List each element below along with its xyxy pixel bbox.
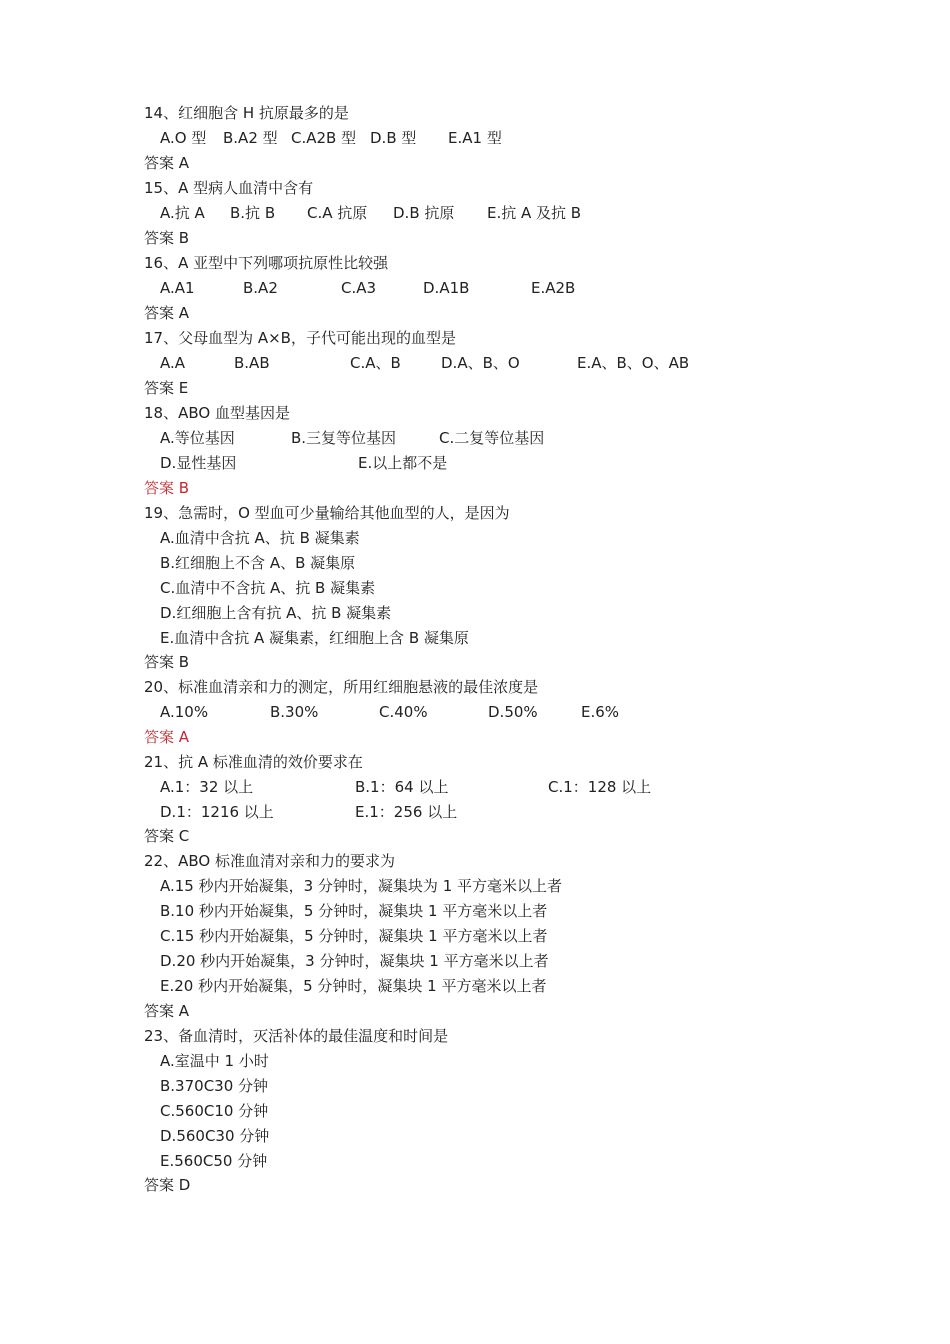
q15-option-e: E.抗 A 及抗 B — [487, 204, 582, 222]
q21-option-b: B.1：64 以上 — [355, 778, 449, 796]
q18-option-e: E.以上都不是 — [358, 454, 448, 472]
q15-answer: 答案 B — [144, 229, 190, 247]
q21-answer: 答案 C — [144, 827, 190, 845]
q16-option-c: C.A3 — [341, 279, 377, 297]
q18-option-b: B.三复等位基因 — [291, 429, 397, 447]
q20-option-b: B.30% — [270, 703, 319, 721]
q17-option-b: B.AB — [234, 354, 270, 372]
q22-option-c: C.15 秒内开始凝集，5 分钟时，凝集块 1 平方毫米以上者 — [160, 927, 548, 945]
q15-option-b: B.抗 B — [230, 204, 276, 222]
q21-option-a: A.1：32 以上 — [160, 778, 254, 796]
q16-answer: 答案 A — [144, 304, 190, 322]
q20-option-e: E.6% — [581, 703, 620, 721]
q17-option-e: E.A、B、O、AB — [577, 354, 690, 372]
question-15: 15、A 型病人血清中含有 — [144, 179, 314, 197]
q21-option-c: C.1：128 以上 — [548, 778, 652, 796]
q19-option-b: B.红细胞上不含 A、B 凝集原 — [160, 554, 356, 572]
question-14: 14、红细胞含 H 抗原最多的是 — [144, 104, 349, 122]
q16-option-a: A.A1 — [160, 279, 195, 297]
q19-option-c: C.血清中不含抗 A、抗 B 凝集素 — [160, 579, 376, 597]
q19-option-d: D.红细胞上含有抗 A、抗 B 凝集素 — [160, 604, 392, 622]
q15-option-a: A.抗 A — [160, 204, 205, 222]
q18-answer: 答案 B — [144, 479, 190, 497]
q17-answer: 答案 E — [144, 379, 189, 397]
q23-option-b: B.370C30 分钟 — [160, 1077, 269, 1095]
q15-option-d: D.B 抗原 — [393, 204, 455, 222]
q14-option-c: C.A2B 型 — [291, 129, 357, 147]
q14-option-a: A.O 型 — [160, 129, 207, 147]
q21-option-d: D.1：1216 以上 — [160, 803, 274, 821]
q17-option-a: A.A — [160, 354, 186, 372]
question-16: 16、A 亚型中下列哪项抗原性比较强 — [144, 254, 389, 272]
q21-option-e: E.1：256 以上 — [355, 803, 458, 821]
question-23: 23、备血清时，灭活补体的最佳温度和时间是 — [144, 1027, 449, 1045]
q16-option-d: D.A1B — [423, 279, 470, 297]
q15-option-c: C.A 抗原 — [307, 204, 368, 222]
q20-option-d: D.50% — [488, 703, 538, 721]
q18-option-d: D.显性基因 — [160, 454, 237, 472]
q19-answer: 答案 B — [144, 653, 190, 671]
question-19: 19、急需时，O 型血可少量输给其他血型的人，是因为 — [144, 504, 510, 522]
q16-option-b: B.A2 — [243, 279, 278, 297]
q17-option-c: C.A、B — [350, 354, 401, 372]
q22-option-d: D.20 秒内开始凝集，3 分钟时，凝集块 1 平方毫米以上者 — [160, 952, 549, 970]
q18-option-a: A.等位基因 — [160, 429, 235, 447]
q23-option-e: E.560C50 分钟 — [160, 1152, 268, 1170]
question-21: 21、抗 A 标准血清的效价要求在 — [144, 753, 363, 771]
q23-option-c: C.560C10 分钟 — [160, 1102, 269, 1120]
q23-answer: 答案 D — [144, 1176, 191, 1194]
q16-option-e: E.A2B — [531, 279, 576, 297]
q20-answer: 答案 A — [144, 728, 190, 746]
q14-option-b: B.A2 型 — [223, 129, 278, 147]
q22-option-e: E.20 秒内开始凝集，5 分钟时，凝集块 1 平方毫米以上者 — [160, 977, 547, 995]
q18-option-c: C.二复等位基因 — [439, 429, 545, 447]
q14-option-e: E.A1 型 — [448, 129, 502, 147]
question-20: 20、标准血清亲和力的测定，所用红细胞悬液的最佳浓度是 — [144, 678, 539, 696]
q14-answer: 答案 A — [144, 154, 190, 172]
question-18: 18、ABO 血型基因是 — [144, 404, 290, 422]
question-17: 17、父母血型为 A×B，子代可能出现的血型是 — [144, 329, 456, 347]
q23-option-a: A.室温中 1 小时 — [160, 1052, 269, 1070]
question-22: 22、ABO 标准血清对亲和力的要求为 — [144, 852, 395, 870]
q17-option-d: D.A、B、O — [441, 354, 520, 372]
q23-option-d: D.560C30 分钟 — [160, 1127, 270, 1145]
q20-option-c: C.40% — [379, 703, 428, 721]
q19-option-a: A.血清中含抗 A、抗 B 凝集素 — [160, 529, 360, 547]
q19-option-e: E.血清中含抗 A 凝集素，红细胞上含 B 凝集原 — [160, 629, 469, 647]
q22-option-a: A.15 秒内开始凝集，3 分钟时，凝集块为 1 平方毫米以上者 — [160, 877, 563, 895]
q14-option-d: D.B 型 — [370, 129, 417, 147]
q22-answer: 答案 A — [144, 1002, 190, 1020]
q22-option-b: B.10 秒内开始凝集，5 分钟时，凝集块 1 平方毫米以上者 — [160, 902, 548, 920]
q20-option-a: A.10% — [160, 703, 209, 721]
